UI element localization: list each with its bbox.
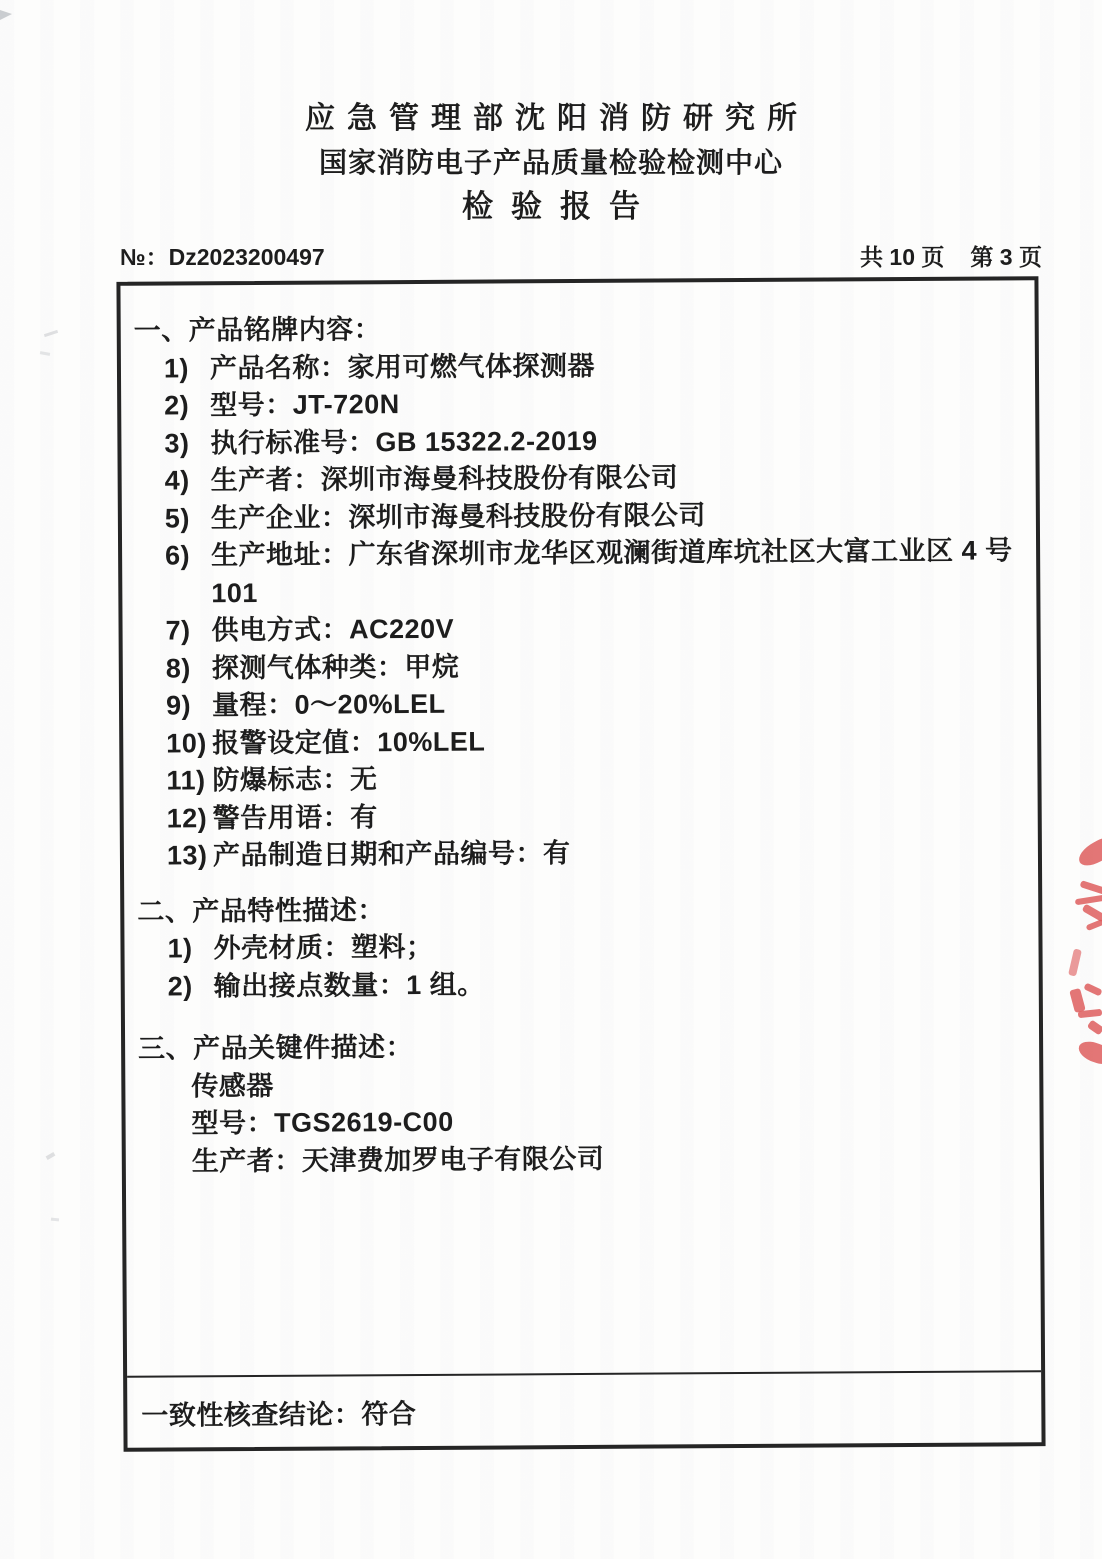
section-item	[191, 1063, 1029, 1106]
section-item	[165, 607, 1026, 650]
report-number-label: №：	[120, 244, 169, 270]
item-text: 外壳材质：塑料；	[213, 931, 434, 964]
item-text: 型号：TGS2619-C00	[191, 1106, 454, 1139]
section-item	[164, 345, 1025, 388]
section-item	[165, 495, 1026, 538]
item-number: 7)	[165, 615, 191, 646]
section-heading: 二、产品特性描述：	[137, 894, 385, 927]
report-number	[120, 243, 325, 271]
section-item	[191, 1100, 1029, 1143]
red-seal-fragment	[1086, 919, 1102, 931]
section-item	[168, 963, 1029, 1006]
item-number: 1)	[167, 933, 193, 964]
item-text: 生产者：天津费加罗电子有限公司	[191, 1143, 605, 1176]
scan-artifact	[51, 1218, 59, 1222]
meta-row	[120, 243, 1042, 271]
item-number: 10)	[166, 727, 207, 759]
section-item	[192, 1138, 1030, 1181]
page-indicator	[860, 243, 1042, 271]
item-number: 4)	[164, 465, 190, 496]
item-number: 8)	[165, 652, 191, 684]
item-number: 11)	[166, 765, 206, 796]
item-number: 5)	[164, 502, 190, 534]
report-header	[0, 100, 1102, 226]
scan-artifact	[46, 1152, 56, 1160]
section-item	[165, 457, 1026, 500]
section-item	[164, 420, 1025, 463]
item-text: 探测气体种类：甲烷	[211, 651, 460, 683]
sections	[120, 280, 1041, 1374]
org-name-line2: 国家消防电子产品质量检验检测中心	[318, 147, 783, 178]
section-item	[167, 795, 1028, 838]
item-text: 产品名称：家用可燃气体探测器	[209, 350, 596, 383]
item-number: 9)	[165, 690, 192, 721]
section-item	[166, 720, 1027, 763]
section-item	[166, 645, 1027, 688]
item-text: 传感器	[191, 1070, 274, 1101]
scan-artifact	[44, 330, 58, 337]
item-text: 供电方式：AC220V	[211, 613, 455, 646]
section-item	[167, 832, 1028, 875]
item-text: 报警设定值：10%LEL	[212, 726, 486, 758]
red-seal-fragment	[1075, 834, 1102, 870]
item-number: 2)	[164, 390, 190, 421]
report-title: 检验报告	[462, 189, 658, 224]
section-item	[166, 757, 1027, 800]
item-text: 量程：0～20%LEL	[211, 688, 446, 721]
item-text: 警告用语：有	[212, 801, 378, 833]
org-name-line1: 应急管理部沈阳消防研究所	[305, 102, 809, 135]
current-page: 第 3 页	[970, 244, 1042, 270]
scan-artifact	[0, 10, 12, 20]
item-text: 输出接点数量：1 组。	[213, 969, 485, 1001]
item-text: 生产者：深圳市海曼科技股份有限公司	[210, 462, 679, 496]
section-item	[166, 682, 1027, 725]
conclusion-label: 一致性核查结论：	[141, 1398, 362, 1431]
item-text: 执行标准号：GB 15322.2-2019	[210, 425, 598, 458]
conclusion-row	[127, 1370, 1041, 1448]
red-seal-fragment	[1087, 1020, 1102, 1036]
report-number-value: Dz2023200497	[168, 244, 325, 270]
scan-artifact	[40, 351, 50, 356]
red-seal-fragment	[1083, 983, 1102, 997]
red-seal-fragment	[1078, 1009, 1102, 1018]
red-seal-fragment	[1069, 988, 1086, 1013]
item-number: 6)	[165, 540, 191, 571]
report-body-box	[116, 276, 1045, 1452]
red-seal-fragment	[1080, 880, 1102, 895]
item-text: 生产地址：广东省深圳市龙华区观澜街道库坑社区大富工业区 4 号 101	[211, 535, 1013, 608]
item-text: 防爆标志：无	[212, 764, 378, 796]
section-heading: 一、产品铭牌内容：	[133, 314, 382, 346]
total-pages: 共 10 页	[860, 244, 945, 270]
section-heading: 三、产品关键件描述：	[138, 1032, 414, 1064]
item-number: 12)	[166, 802, 208, 834]
red-seal-fragment	[1075, 895, 1102, 906]
item-number: 1)	[163, 352, 190, 384]
conclusion-value: 符合	[361, 1398, 417, 1429]
red-seal-fragment	[1068, 948, 1082, 976]
item-text: 产品制造日期和产品编号：有	[212, 838, 571, 871]
item-number: 13)	[166, 840, 208, 871]
item-text: 生产企业：深圳市海曼科技股份有限公司	[210, 499, 706, 533]
red-seal-fragment	[1076, 1038, 1102, 1067]
item-text: 型号：JT-720N	[210, 389, 400, 421]
item-number: 2)	[167, 970, 193, 1002]
item-number: 3)	[164, 427, 190, 459]
section-item	[164, 382, 1025, 425]
section-item	[165, 532, 1026, 612]
section-item	[167, 925, 1028, 968]
